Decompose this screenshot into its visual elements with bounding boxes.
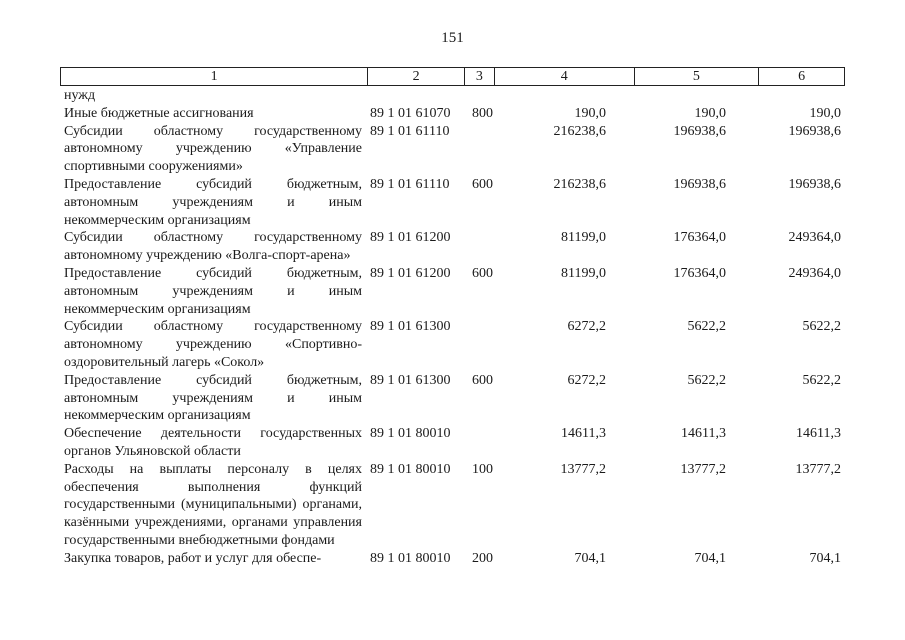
- row-expense-type: 100: [472, 461, 493, 477]
- row-target-code: 89 1 01 80010: [370, 426, 451, 442]
- row-value-col6: 5622,2: [802, 372, 841, 388]
- row-value-col4: 704,1: [574, 550, 606, 566]
- row-target-code: 89 1 01 61300: [370, 372, 451, 388]
- row-target-code: 89 1 01 61110: [370, 176, 450, 192]
- header-col-3: 3: [465, 68, 495, 85]
- header-col-2: 2: [368, 68, 465, 85]
- row-expense-type: 800: [472, 105, 493, 121]
- row-expense-type: 200: [472, 550, 493, 566]
- row-value-col4: 81199,0: [561, 230, 606, 246]
- row-value-col4: 216238,6: [553, 176, 606, 192]
- row-value-col5: 5622,2: [687, 372, 726, 388]
- row-value-col5: 13777,2: [680, 461, 726, 477]
- row-name: Субсидии областному государственному автономному учреждению «Управление спортивными сооружениями»: [64, 123, 362, 175]
- row-value-col5: 704,1: [694, 550, 726, 566]
- row-name: Расходы на выплаты персоналу в целях обеспечения выполнения функций государственными (муниципальными) органами, казёнными учреждениями, органами управления государственными внебюджетными фондами: [64, 461, 362, 548]
- row-name: Обеспечение деятельности государственных органов Ульяновской области: [64, 426, 362, 459]
- page-number: 151: [441, 30, 464, 46]
- row-expense-type: 600: [472, 176, 493, 192]
- table-row: [60, 425, 860, 461]
- row-value-col4: 6272,2: [567, 372, 606, 388]
- row-value-col6: 249364,0: [788, 230, 841, 246]
- row-expense-type: 600: [472, 265, 493, 281]
- row-name: Субсидии областному государственному автономному учреждению «Волга-спорт-арена»: [64, 230, 362, 264]
- table-row: [60, 265, 860, 318]
- row-value-col5: 176364,0: [673, 230, 726, 246]
- row-value-col5: 5622,2: [687, 319, 726, 335]
- row-value-col6: 249364,0: [788, 265, 841, 281]
- row-value-col6: 196938,6: [788, 123, 841, 139]
- header-col-5: 5: [635, 68, 760, 85]
- table-row: [60, 461, 860, 550]
- row-target-code: 89 1 01 61200: [370, 230, 451, 246]
- row-target-code: 89 1 01 80010: [370, 550, 451, 566]
- row-target-code: 89 1 01 61110: [370, 123, 450, 139]
- row-name: Предоставление субсидий бюджетным, автономным учреждениям и иным некоммерческим организациям: [64, 372, 362, 424]
- row-value-col5: 176364,0: [673, 265, 726, 281]
- table-row: [60, 318, 860, 371]
- table-row: [60, 550, 860, 568]
- row-name: Закупка товаров, работ и услуг для обеспе-: [64, 550, 322, 566]
- table-row: [60, 87, 860, 105]
- row-target-code: 89 1 01 80010: [370, 461, 451, 477]
- row-value-col6: 5622,2: [802, 319, 841, 335]
- row-value-col6: 13777,2: [795, 461, 841, 477]
- row-name: Субсидии областному государственному автономному учреждению «Спортивно-оздоровительный лагерь «Сокол»: [64, 319, 362, 370]
- table-row: [60, 372, 860, 425]
- table-header: [60, 67, 845, 86]
- header-col-1: 1: [61, 68, 368, 85]
- row-value-col6: 14611,3: [796, 426, 841, 442]
- header-col-6: 6: [798, 69, 806, 84]
- row-value-col6: 190,0: [809, 105, 841, 121]
- row-value-col5: 196938,6: [673, 176, 726, 192]
- header-col-4: 4: [495, 68, 635, 85]
- row-value-col4: 14611,3: [561, 426, 606, 442]
- row-expense-type: 600: [472, 372, 493, 388]
- row-value-col4: 6272,2: [567, 319, 606, 335]
- row-value-col6: 196938,6: [788, 176, 841, 192]
- row-value-col6: 704,1: [809, 550, 841, 566]
- row-name: Иные бюджетные ассигнования: [64, 105, 254, 121]
- row-value-col5: 14611,3: [681, 426, 726, 442]
- row-value-col4: 81199,0: [561, 265, 606, 281]
- row-target-code: 89 1 01 61070: [370, 105, 451, 121]
- row-value-col4: 216238,6: [553, 123, 606, 139]
- row-value-col4: 190,0: [574, 105, 606, 121]
- table-row: [60, 105, 860, 123]
- row-name: Предоставление субсидий бюджетным, автономным учреждениям и иным некоммерческим организациям: [64, 265, 362, 317]
- table-row: [60, 123, 860, 176]
- table-row: [60, 229, 860, 265]
- row-target-code: 89 1 01 61300: [370, 319, 451, 335]
- row-target-code: 89 1 01 61200: [370, 265, 451, 281]
- table-row: [60, 176, 860, 229]
- row-value-col5: 196938,6: [673, 123, 726, 139]
- row-name: нужд: [64, 88, 96, 103]
- table-body: [60, 87, 860, 568]
- row-value-col4: 13777,2: [560, 461, 606, 477]
- row-name: Предоставление субсидий бюджетным, автономным учреждениям и иным некоммерческим организациям: [64, 176, 362, 228]
- row-value-col5: 190,0: [694, 105, 726, 121]
